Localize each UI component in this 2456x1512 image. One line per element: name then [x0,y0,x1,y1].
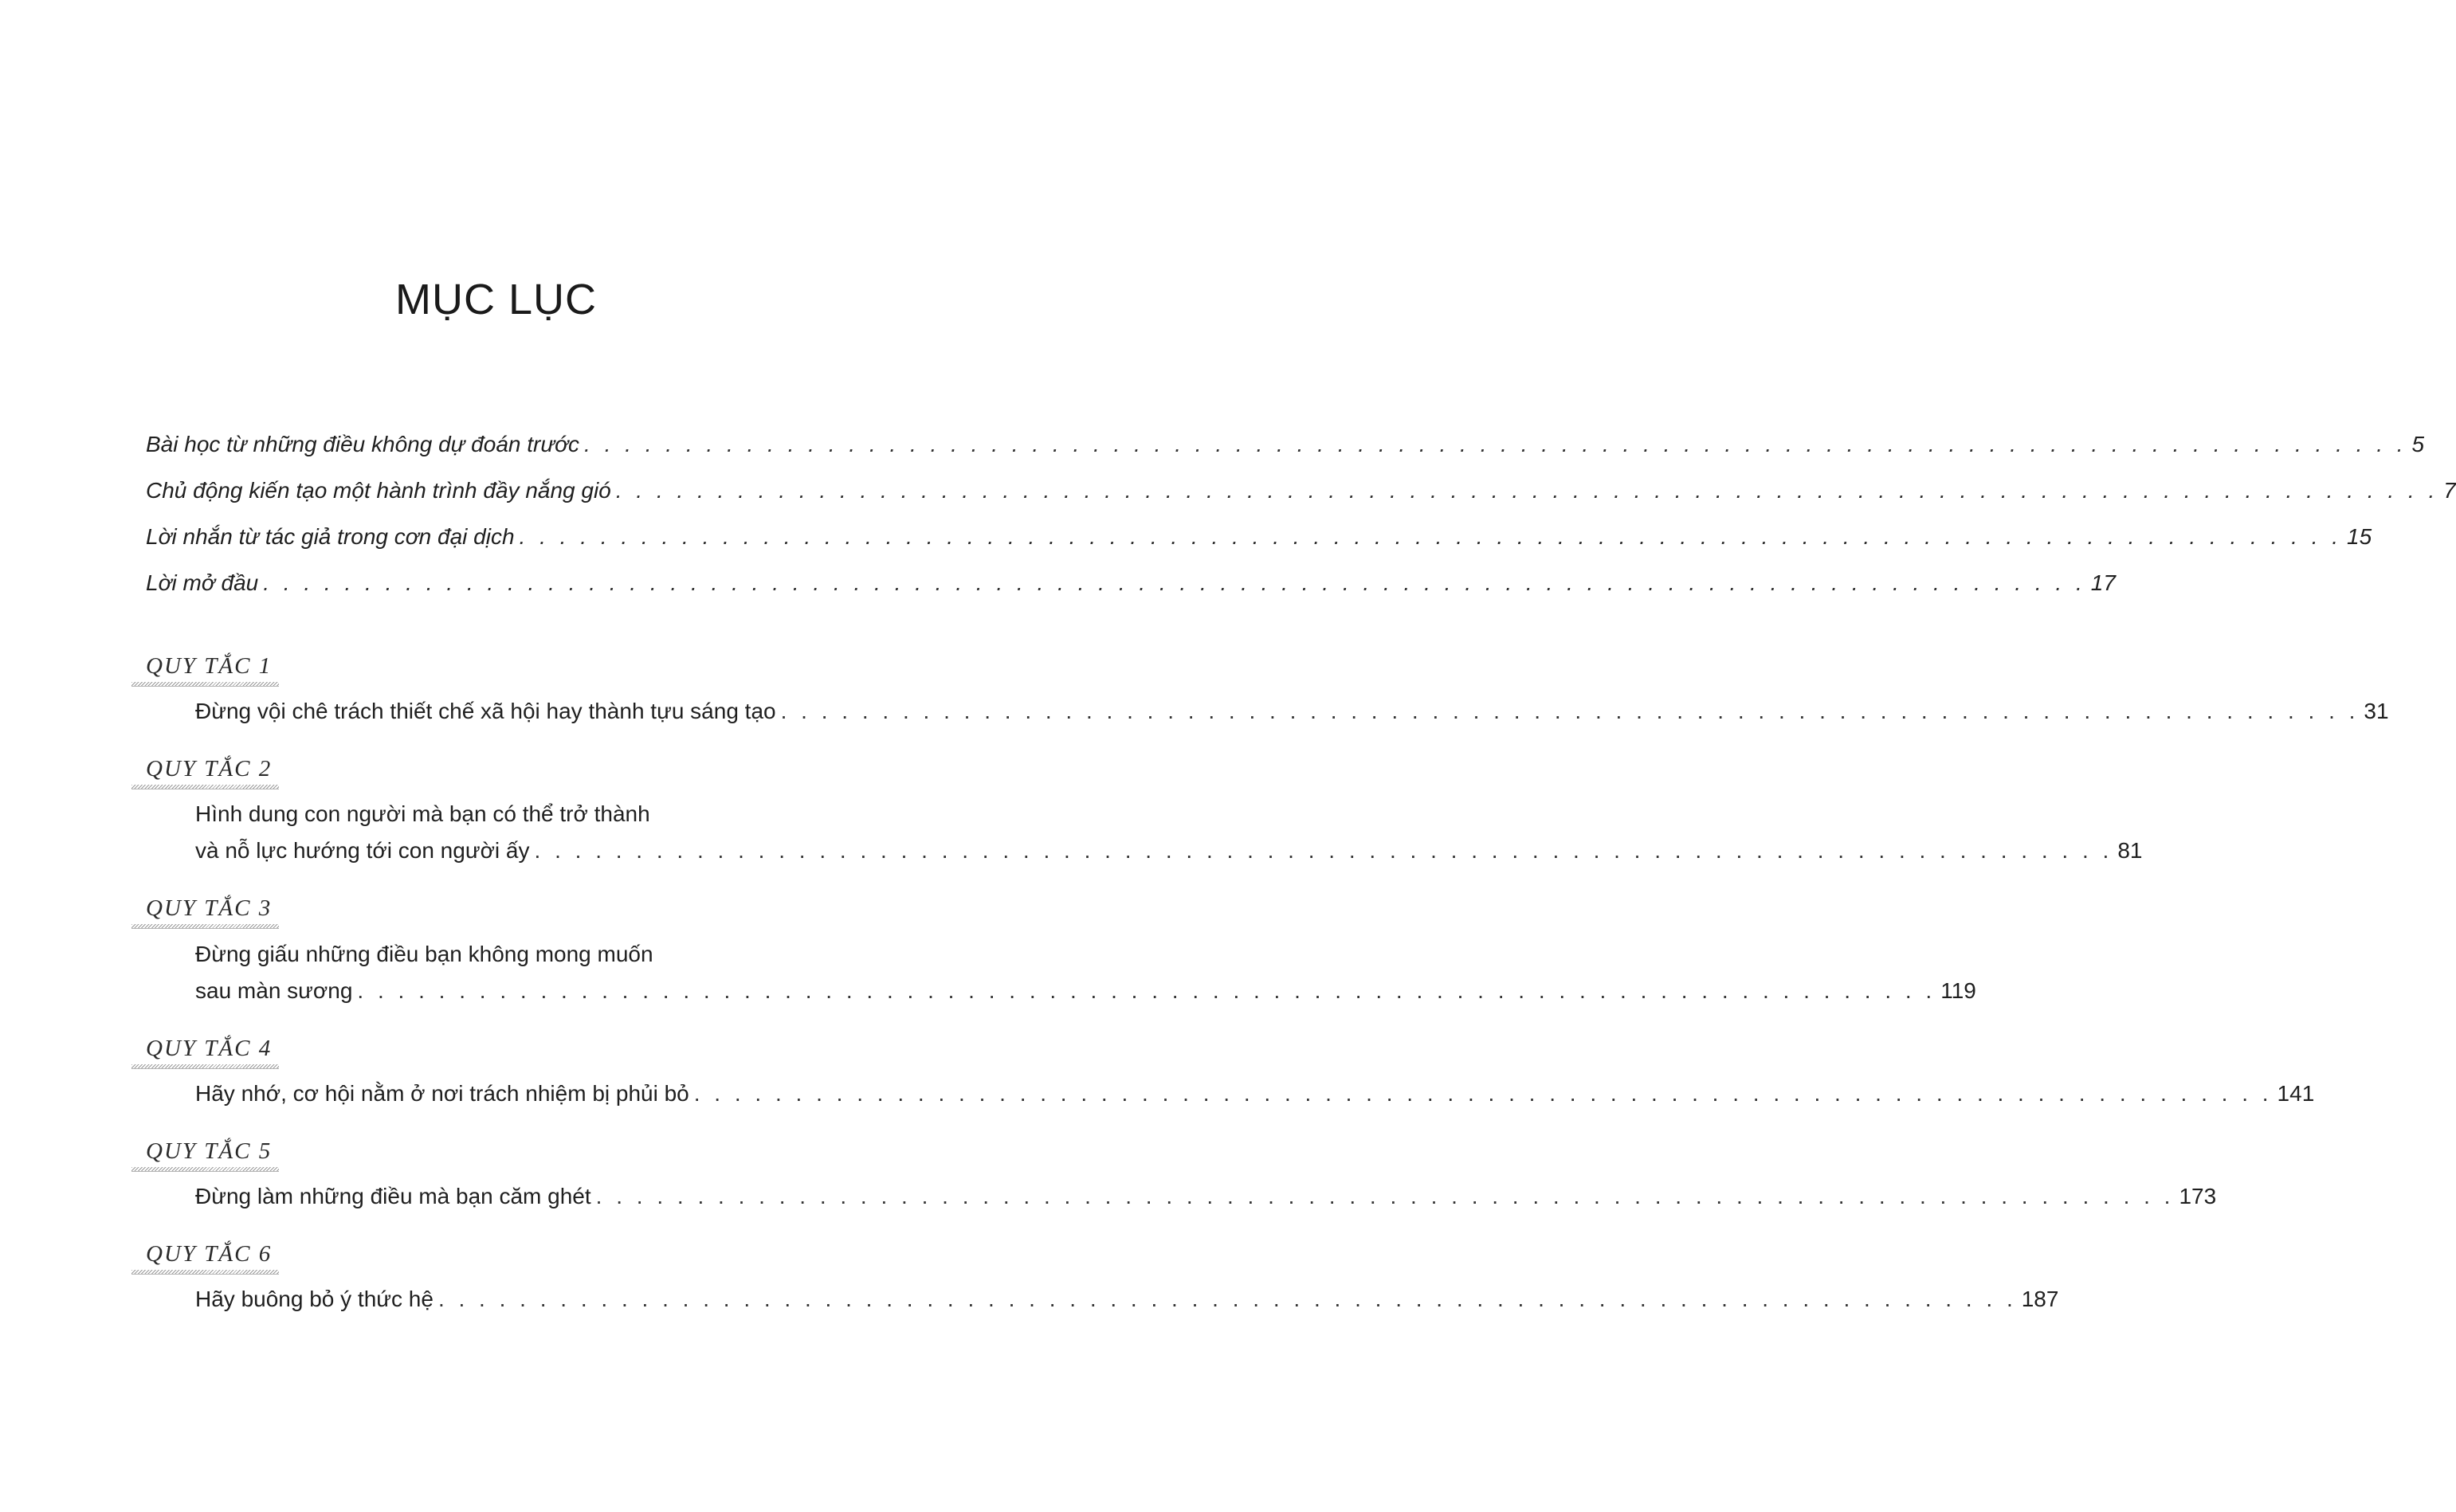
dot-leader: . . . . . . . . . . . . . . . . . . . . . . . . . . . . . . . . . . . . . . . . . . . . . . . . . . . . . . . . . . . . . . . . . . . . . . . . . . . . . . . . . . . . . . . . . . [519,524,2343,549]
dot-leader: . . . . . . . . . . . . . . . . . . . . . . . . . . . . . . . . . . . . . . . . . . . . . . . . . . . . . . . . . . . . . . . . . . . . . . . . . . . . . . [437,1287,2017,1311]
rule-entry-text: và nỗ lực hướng tới con người ấy [195,838,530,863]
toc-entry-text: Lời nhắn từ tác giả trong cơn đại dịch [146,524,515,549]
rule-entry-text: Hãy buông bỏ ý thức hệ [195,1287,434,1311]
page-title: MỤC LỤC [394,276,597,323]
rule-heading [131,1240,283,1275]
toc-entry [146,475,2456,507]
toc-entry [146,429,2425,460]
rule-entry-page: 141 [2277,1081,2315,1106]
rule-entry-text: Đừng vội chê trách thiết chế xã hội hay thành tựu sáng tạo [195,699,776,723]
rule-heading [131,1137,283,1172]
rule-underline [131,1270,279,1275]
rule-entry-page: 119 [1940,978,1976,1003]
rule-label: QUY TẮC 5 [146,1138,273,1164]
toc-entry-text: Bài học từ những điều không dự đoán trước [146,432,580,456]
rule-entry-text: Hãy nhớ, cơ hội nằm ở nơi trách nhiệm bị phủi bỏ [195,1081,689,1106]
rule-entry [195,695,2389,727]
rule-entry [195,835,2143,867]
toc-entry-page: 17 [2090,570,2116,595]
rule-heading [131,652,283,687]
toc-entry-page: 15 [2347,524,2372,549]
toc-entry-page: 7 [2443,478,2456,503]
dot-leader: . . . . . . . . . . . . . . . . . . . . . . . . . . . . . . . . . . . . . . . . . . . . . . . . . . . . . . . . . . . . . . . . . . . . . . . . . . . . . . . . . . . . . . . . . . [584,432,2407,456]
rule-underline [131,682,279,687]
rule-entry-text: sau màn sương [195,978,353,1003]
rule-entry-page: 173 [2179,1184,2217,1208]
rule-entry [195,975,1976,1007]
rule-entry-line: Đừng giấu những điều bạn không mong muốn [195,942,653,966]
rule-heading [131,894,283,929]
rule-label: QUY TẮC 6 [146,1241,273,1267]
rule-entry [195,1078,2315,1110]
rule-underline [131,1167,279,1172]
rule-entry [195,1283,2059,1315]
dot-leader: . . . . . . . . . . . . . . . . . . . . . . . . . . . . . . . . . . . . . . . . . . . . . . . . . . . . . . . . . . . . . . . . . . . . . . . . . . . . . . [357,978,1936,1003]
rule-underline [131,924,279,929]
rule-entry-line: Hình dung con người mà bạn có thể trở thành [195,801,650,826]
rule-heading [131,1034,283,1069]
dot-leader: . . . . . . . . . . . . . . . . . . . . . . . . . . . . . . . . . . . . . . . . . . . . . . . . . . . . . . . . . . . . . . . . . . . . . . . . . . . . . . . . . . . . . . . . . . [263,570,2086,595]
rule-underline [131,1064,279,1069]
dot-leader: . . . . . . . . . . . . . . . . . . . . . . . . . . . . . . . . . . . . . . . . . . . . . . . . . . . . . . . . . . . . . . . . . . . . . . . . . . . . . . [780,699,2360,723]
dot-leader: . . . . . . . . . . . . . . . . . . . . . . . . . . . . . . . . . . . . . . . . . . . . . . . . . . . . . . . . . . . . . . . . . . . . . . . . . . . . . . [534,838,2113,863]
dot-leader: . . . . . . . . . . . . . . . . . . . . . . . . . . . . . . . . . . . . . . . . . . . . . . . . . . . . . . . . . . . . . . . . . . . . . . . . . . . . . . . . . . . . . . . . . . [615,478,2439,503]
dot-leader: . . . . . . . . . . . . . . . . . . . . . . . . . . . . . . . . . . . . . . . . . . . . . . . . . . . . . . . . . . . . . . . . . . . . . . . . . . . . . . [595,1184,2175,1208]
rule-heading [131,754,283,789]
rule-entry [195,1181,2217,1212]
toc-entry [146,521,2372,553]
toc-entry-page: 5 [2411,432,2425,456]
rule-entry-page: 31 [2364,699,2389,723]
rule-entry-text: Đừng làm những điều mà bạn căm ghét [195,1184,591,1208]
rule-label: QUY TẮC 3 [146,895,273,921]
rule-label: QUY TẮC 1 [146,653,273,679]
rule-label: QUY TẮC 4 [146,1036,273,1061]
toc-entry [146,567,2116,599]
dot-leader: . . . . . . . . . . . . . . . . . . . . . . . . . . . . . . . . . . . . . . . . . . . . . . . . . . . . . . . . . . . . . . . . . . . . . . . . . . . . . . [693,1081,2273,1106]
rule-underline [131,785,279,789]
rule-entry-page: 187 [2021,1287,2059,1311]
toc-entry-text: Chủ động kiến tạo một hành trình đầy nắng gió [146,478,611,503]
toc-entry-text: Lời mở đầu [146,570,259,595]
rule-label: QUY TẮC 2 [146,756,273,781]
rule-entry-page: 81 [2117,838,2143,863]
